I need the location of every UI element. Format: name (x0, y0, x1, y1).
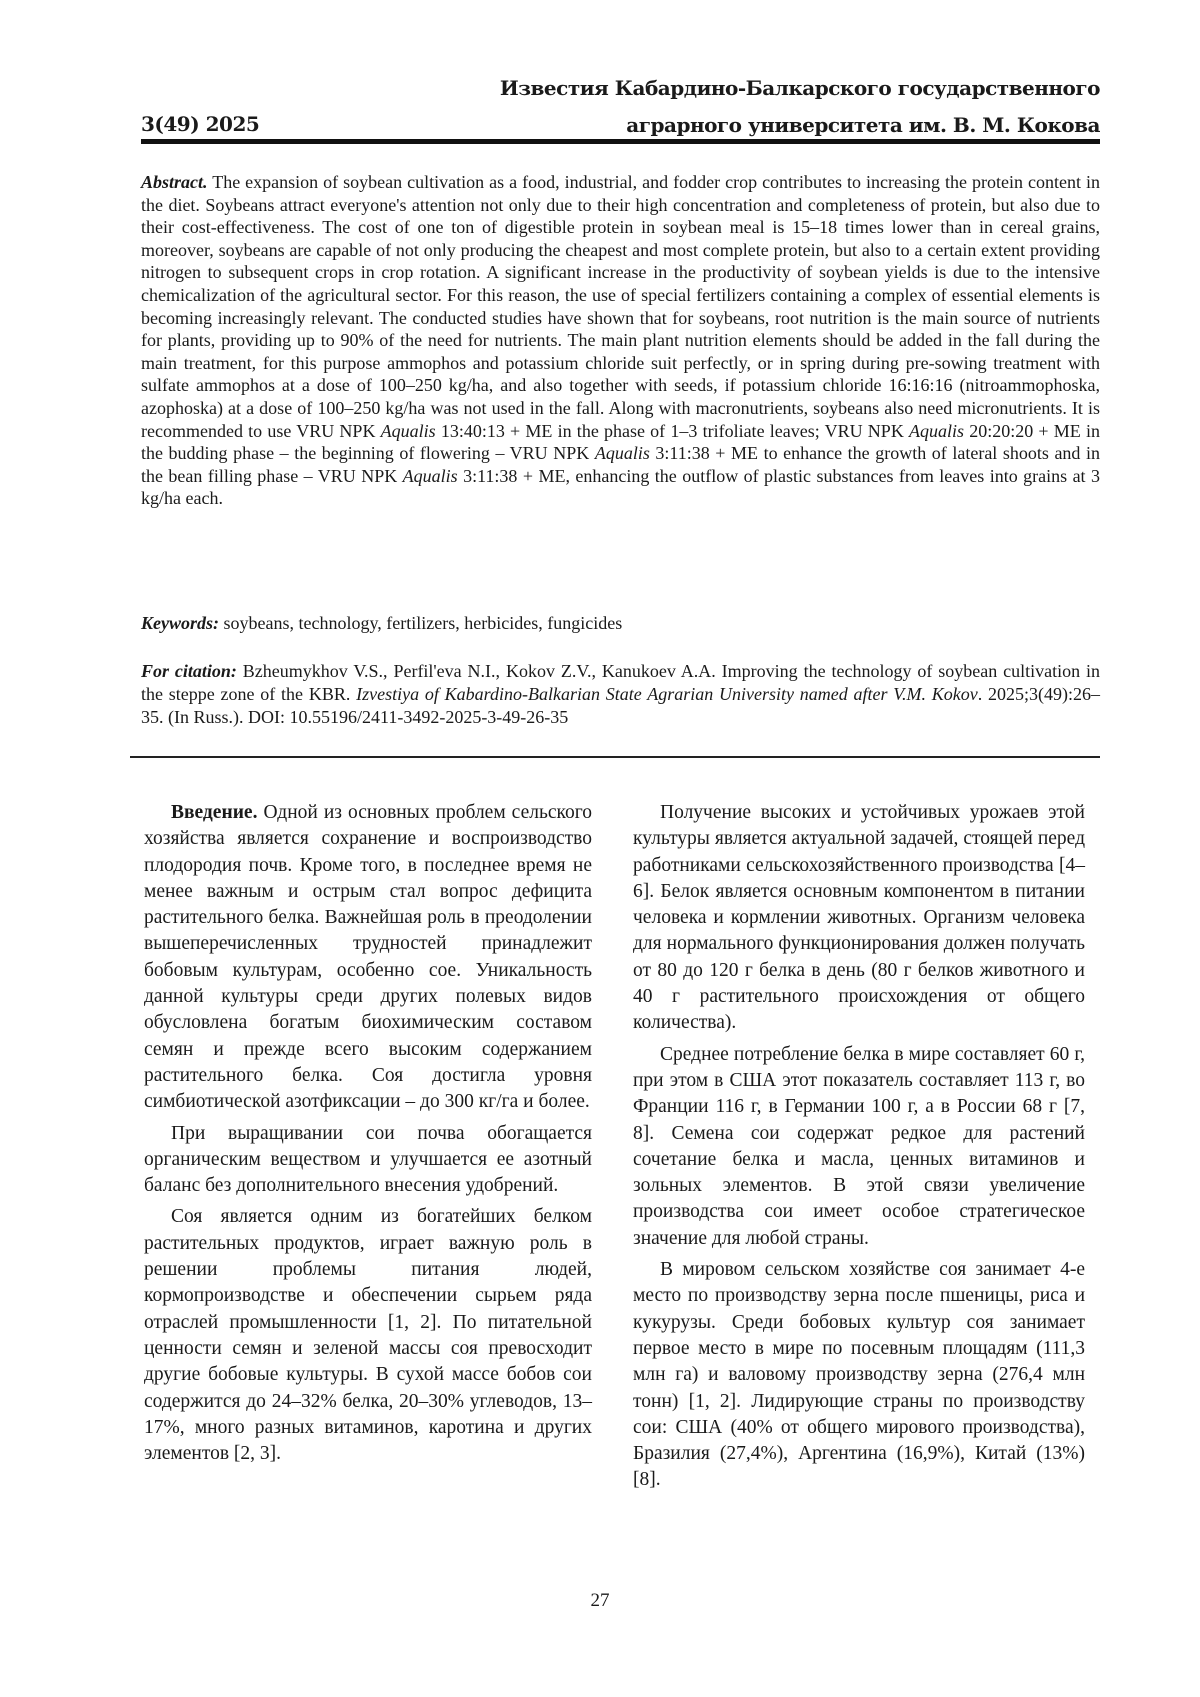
citation-doi: . 2025;3(49):26–35. (In Russ.). DOI: 10.55196/2411-3492-2025-3-49-26-35 (141, 684, 1101, 727)
keywords (141, 612, 1100, 635)
body-paragraph: Получение высоких и устойчивых урожаев этой культуры является актуальной задачей, стоящей перед работниками сельскохозяйственного производства [4–6]. Белок является основным компонентом в питании человека и кормлении животных. Организм человека для нормального функционирования должен получать от 80 до 120 г белка в день (80 г белков животного и 40 г растительного происхождения от общего количества). (633, 802, 1085, 1034)
keywords-list: soybeans, technology, fertilizers, herbicides, fungicides (219, 613, 623, 633)
abstract (141, 171, 1100, 510)
body-paragraph: Соя является одним из богатейших белком растительных продуктов, играет важную роль в решении проблемы питания людей, кормопроизводстве и обеспечении сырьем ряда отраслей промышленности [1, 2]. По питательной ценности семян и зеленой массы соя превосходит другие бобовые культуры. В сухой массе бобов сои содержится до 24–32% белка, 20–30% углеводов, 13–17%, много разных витаминов, каротина и других элементов [2, 3]. (144, 1206, 592, 1465)
body-paragraph: В мировом сельском хозяйстве соя занимает 4-е место по производству зерна после пшеницы, риса и кукурузы. Среди бобовых культур соя занимает первое место в мире по посевным площадям (111,3 млн га) и валовому производству зерна (276,4 млн тонн) [1, 2]. Лидирующие страны по производству сои: США (40% от общего мирового производства), Бразилия (27,4%), Аргентина (16,9%), Китай (13%) [8]. (633, 1259, 1085, 1491)
journal-title-line-2: аграрного университета им. В. М. Кокова (626, 113, 1100, 137)
section-divider (130, 756, 1100, 758)
citation: For citation: Bzheumykhov V.S., Perfil'eva N.I., Kokov Z.V., Kanukoev A.A. Improving the technology of soybean cultivation in the steppe zone of the KBR. Izvestiya of Kabardino-Balkarian State Agrarian University named after V.M. Kokov. 2025;3(49):26–35. (In Russ.). DOI: 10.55196/2411-3492-2025-3-49-26-35 (141, 661, 1101, 727)
journal-title-line-1: Известия Кабардино-Балкарского государственного (499, 76, 1100, 100)
citation-label: For citation: (141, 661, 237, 681)
journal-title (500, 70, 1100, 144)
body-paragraph: При выращивании сои почва обогащается органическим веществом и улучшается ее азотный баланс без дополнительного внесения удобрений. (144, 1122, 592, 1197)
body-paragraph: Введение. Одной из основных проблем сельского хозяйства является сохранение и воспроизводство плодородия почв. Кроме того, в последнее время не менее важным и острым стал вопрос дефицита растительного белка. Важнейшая роль в преодолении вышеперечисленных трудностей принадлежит бобовым культурам, особенно сое. Уникальность данной культуры среди других полевых видов обусловлена богатым биохимическим составом семян и прежде всего высоким содержанием растительного белка. Соя достигла уровня симбиотической азотфиксации – до 300 кг/га и более. (144, 802, 592, 1113)
citation-journal: Izvestiya of Kabardino-Balkarian State Agrarian University named after V.M. Kokov (356, 684, 978, 704)
body-column-left (144, 800, 592, 1472)
body-column-right (633, 800, 1085, 1499)
issue-number: 3(49) 2025 (141, 112, 260, 136)
header-divider (141, 139, 1100, 144)
section-heading-introduction: Введение. (171, 802, 258, 823)
body-paragraph: Среднее потребление белка в мире составляет 60 г, при этом в США этот показатель составляет 113 г, во Франции 116 г, в Германии 100 г, а в России 68 г [7, 8]. Семена сои содержат редкое для растений сочетание белка и масла, ценных витаминов и зольных элементов. В этой связи увеличение производства сои имеет особое стратегическое значение для любой страны. (633, 1043, 1085, 1249)
keywords-label: Keywords: (141, 613, 219, 633)
abstract-paragraph: Abstract. The expansion of soybean cultivation as a food, industrial, and fodder crop contributes to increasing the protein content in the diet. Soybeans attract everyone's attention not only due to their high concentration and completeness of protein, but also due to their cost-effectiveness. The cost of one ton of digestible protein in soybean meal is 15–18 times lower than in cereal grains, moreover, soybeans are capable of not only producing the cheapest and most complete protein, but also to a certain extent providing nitrogen to subsequent crops in crop rotation. A significant increase in the productivity of soybean yields is due to the intensive chemicalization of the agricultural sector. For this reason, the use of special fertilizers containing a complex of essential elements is becoming increasingly relevant. The conducted studies have shown that for soybeans, root nutrition is the main source of nutrients for plants, providing up to 90% of the need for nutrients. The main plant nutrition elements should be added in the fall during the main treatment, for this purpose ammophos and potassium chloride suit perfectly, or in spring during pre-sowing treatment with sulfate ammophos at a dose of 100–250 kg/ha, and also together with seeds, if potassium chloride 16:16:16 (nitroammophoska, azophoska) at a dose of 100–250 kg/ha was not used in the fall. Along with macronutrients, soybeans also need micronutrients. It is recommended to use VRU NPK Aqualis 13:40:13 + ME in the phase of 1–3 trifoliate leaves; VRU NPK Aqualis 20:20:20 + ME in the budding phase – the beginning of flowering – VRU NPK Aqualis 3:11:38 + ME to enhance the growth of lateral shoots and in the bean filling phase – VRU NPK Aqualis 3:11:38 + ME, enhancing the outflow of plastic substances from leaves into grains at 3 kg/ha each. (141, 172, 1100, 509)
abstract-label: Abstract. (141, 172, 208, 192)
page-number: 27 (590, 1590, 610, 1611)
